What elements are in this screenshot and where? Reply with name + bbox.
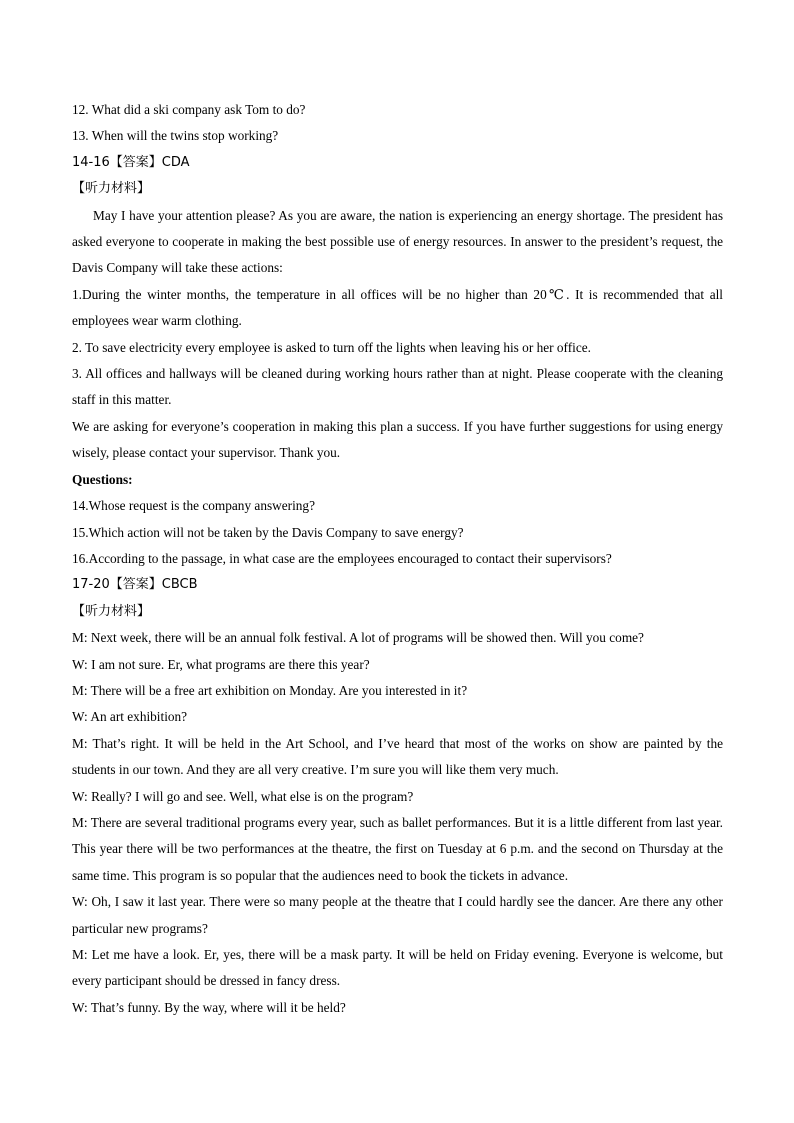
action-item-2: 2. To save electricity every employee is asked to turn off the lights when leaving his or her office. <box>72 339 591 355</box>
closing-paragraph: We are asking for everyone’s cooperation in making this plan a success. If you have further suggestions for using energy wisely, please contact your supervisor. Thank you. <box>72 418 723 461</box>
answer-key-17-20: 17-20【答案】CBCB <box>72 577 198 593</box>
announcement-paragraph: May I have your attention please? As you are aware, the nation is experiencing an energy shortage. The president has asked everyone to cooperate in making the best possible use of energy resources. In answer to the president’s request, the Davis Company will take these actions: <box>72 207 723 276</box>
dialogue-line: M: There will be a free art exhibition on Monday. Are you interested in it? <box>72 682 468 698</box>
question-14: 14.Whose request is the company answering? <box>72 498 315 514</box>
answer-key-14-16: 14-16【答案】CDA <box>72 154 190 170</box>
listening-material-label: 【听力材料】 <box>72 181 151 197</box>
dialogue-line: W: An art exhibition? <box>72 709 188 725</box>
action-item-1: 1.During the winter months, the temperature in all offices will be no higher than 20℃. It is recommended that all employees wear warm clothing. <box>72 286 723 329</box>
dialogue-line: M: There are several traditional programs every year, such as ballet performances. But it is a little different from last year. This year there will be two performances at the theatre, the first on Tuesday at 6 p.m. and the second on Thursday at the same time. This program is so popular that the audiences need to book the tickets in advance. <box>72 814 723 883</box>
question-15: 15.Which action will not be taken by the Davis Company to save energy? <box>72 524 464 540</box>
dialogue-line: W: That’s funny. By the way, where will it be held? <box>72 999 346 1015</box>
action-item-3: 3. All offices and hallways will be cleaned during working hours rather than at night. Please cooperate with the cleaning staff in this matter. <box>72 366 723 408</box>
dialogue-line: W: Really? I will go and see. Well, what else is on the program? <box>72 788 414 804</box>
question-16: 16.According to the passage, in what case are the employees encouraged to contact their supervisors? <box>72 550 612 566</box>
dialogue-line: M: That’s right. It will be held in the Art School, and I’ve heard that most of the works on show are painted by the students in our town. And they are all very creative. I’m sure you will like them very much. <box>72 735 723 778</box>
listening-material-label: 【听力材料】 <box>72 603 151 619</box>
dialogue-line: M: Next week, there will be an annual folk festival. A lot of programs will be showed then. Will you come? <box>72 630 644 646</box>
questions-heading: Questions: <box>72 471 133 487</box>
question-12: 12. What did a ski company ask Tom to do? <box>72 102 306 117</box>
question-13: 13. When will the twins stop working? <box>72 128 279 144</box>
dialogue-line: M: Let me have a look. Er, yes, there will be a mask party. It will be held on Friday evening. Everyone is welcome, but every participant should be dressed in fancy dress. <box>72 947 723 989</box>
document-page <box>72 97 723 1021</box>
dialogue-line: W: I am not sure. Er, what programs are there this year? <box>72 656 370 672</box>
dialogue-line: W: Oh, I saw it last year. There were so many people at the theatre that I could hardly see the dancer. Are there any other particular new programs? <box>72 894 723 936</box>
